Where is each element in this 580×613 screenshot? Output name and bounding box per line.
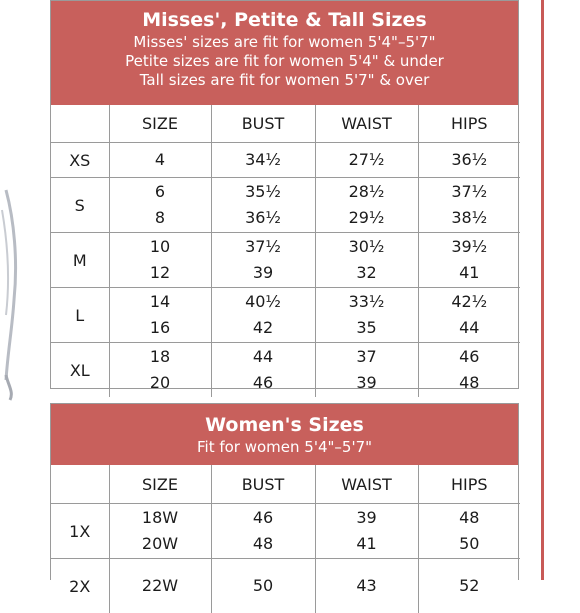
cell-value: 37½ (212, 234, 315, 260)
header-size-label-cell (51, 465, 109, 504)
cell-value: 29½ (316, 205, 418, 231)
cell-value: 33½ (316, 289, 418, 315)
column-header-row (51, 105, 520, 143)
column-header-size: SIZE (109, 465, 211, 504)
cell-value: 27½ (316, 147, 418, 173)
cell-value: 46 (212, 370, 315, 396)
waist-cell (315, 504, 418, 559)
cell-value: 4 (110, 147, 211, 173)
cell-value: 18W (110, 505, 211, 531)
cell-value: 39 (316, 370, 418, 396)
numeric-size-cell (109, 288, 211, 343)
cell-value: 14 (110, 289, 211, 315)
numeric-size-cell (109, 233, 211, 288)
cell-value: 46 (212, 505, 315, 531)
table-row (51, 343, 520, 398)
table-row (51, 559, 520, 613)
table-row (51, 504, 520, 559)
cell-value: 20W (110, 531, 211, 557)
cell-value: 40½ (212, 289, 315, 315)
womens-banner (51, 404, 518, 465)
cell-value: 41 (419, 260, 521, 286)
size-label: XL (51, 343, 109, 398)
cell-value: 36½ (419, 147, 521, 173)
cell-value: 6 (110, 179, 211, 205)
column-header-hips: HIPS (418, 105, 520, 143)
misses-banner (51, 1, 518, 105)
bust-cell (211, 288, 315, 343)
cell-value: 16 (110, 315, 211, 341)
cell-value: 18 (110, 344, 211, 370)
waist-cell (315, 343, 418, 398)
hips-cell (418, 233, 520, 288)
cell-value: 39 (212, 260, 315, 286)
cell-value: 48 (212, 531, 315, 557)
cell-value: 48 (419, 505, 521, 531)
numeric-size-cell (109, 178, 211, 233)
cell-value: 10 (110, 234, 211, 260)
cell-value: 38½ (419, 205, 521, 231)
cell-value: 12 (110, 260, 211, 286)
hips-cell (418, 288, 520, 343)
size-label: XS (51, 143, 109, 178)
header-size-label-cell (51, 105, 109, 143)
cell-value: 28½ (316, 179, 418, 205)
cell-value: 37½ (419, 179, 521, 205)
dress-form-sketch (0, 150, 40, 410)
misses-size-chart (50, 0, 519, 389)
table-row (51, 288, 520, 343)
cell-value: 46 (419, 344, 521, 370)
waist-cell (315, 559, 418, 613)
column-header-waist: WAIST (315, 105, 418, 143)
size-label: L (51, 288, 109, 343)
tall-fit-note: Tall sizes are fit for women 5'7" & over (51, 71, 518, 90)
cell-value: 39½ (419, 234, 521, 260)
womens-size-table (51, 465, 520, 613)
cell-value: 36½ (212, 205, 315, 231)
hips-cell (418, 504, 520, 559)
table-row (51, 178, 520, 233)
column-header-size: SIZE (109, 105, 211, 143)
size-label: 1X (51, 504, 109, 559)
hips-cell (418, 343, 520, 398)
numeric-size-cell (109, 343, 211, 398)
cell-value: 30½ (316, 234, 418, 260)
page-edge-rule (541, 0, 544, 580)
column-header-row (51, 465, 520, 504)
cell-value: 8 (110, 205, 211, 231)
table-row (51, 143, 520, 178)
cell-value: 43 (316, 573, 418, 599)
womens-title: Women's Sizes (51, 404, 518, 438)
bust-cell (211, 504, 315, 559)
cell-value: 39 (316, 505, 418, 531)
cell-value: 22W (110, 573, 211, 599)
cell-value: 37 (316, 344, 418, 370)
table-row (51, 233, 520, 288)
cell-value: 44 (212, 344, 315, 370)
cell-value: 32 (316, 260, 418, 286)
bust-cell (211, 559, 315, 613)
column-header-bust: BUST (211, 465, 315, 504)
bust-cell (211, 343, 315, 398)
cell-value: 41 (316, 531, 418, 557)
cell-value: 44 (419, 315, 521, 341)
column-header-hips: HIPS (418, 465, 520, 504)
hips-cell (418, 559, 520, 613)
cell-value: 42½ (419, 289, 521, 315)
cell-value: 48 (419, 370, 521, 396)
cell-value: 35 (316, 315, 418, 341)
bust-cell (211, 178, 315, 233)
misses-title: Misses', Petite & Tall Sizes (51, 1, 518, 33)
cell-value: 42 (212, 315, 315, 341)
hips-cell (418, 178, 520, 233)
column-header-bust: BUST (211, 105, 315, 143)
waist-cell (315, 143, 418, 178)
womens-size-chart (50, 403, 519, 580)
womens-fit-note: Fit for women 5'4"–5'7" (51, 438, 518, 457)
petite-fit-note: Petite sizes are fit for women 5'4" & under (51, 52, 518, 71)
bust-cell (211, 143, 315, 178)
size-label: 2X (51, 559, 109, 613)
size-label: M (51, 233, 109, 288)
waist-cell (315, 178, 418, 233)
column-header-waist: WAIST (315, 465, 418, 504)
cell-value: 20 (110, 370, 211, 396)
waist-cell (315, 288, 418, 343)
cell-value: 34½ (212, 147, 315, 173)
numeric-size-cell (109, 504, 211, 559)
bust-cell (211, 233, 315, 288)
cell-value: 50 (419, 531, 521, 557)
numeric-size-cell (109, 143, 211, 178)
misses-size-table (51, 105, 520, 397)
misses-fit-note: Misses' sizes are fit for women 5'4"–5'7" (51, 33, 518, 52)
waist-cell (315, 233, 418, 288)
cell-value: 50 (212, 573, 315, 599)
numeric-size-cell (109, 559, 211, 613)
hips-cell (418, 143, 520, 178)
cell-value: 52 (419, 573, 521, 599)
size-label: S (51, 178, 109, 233)
cell-value: 35½ (212, 179, 315, 205)
